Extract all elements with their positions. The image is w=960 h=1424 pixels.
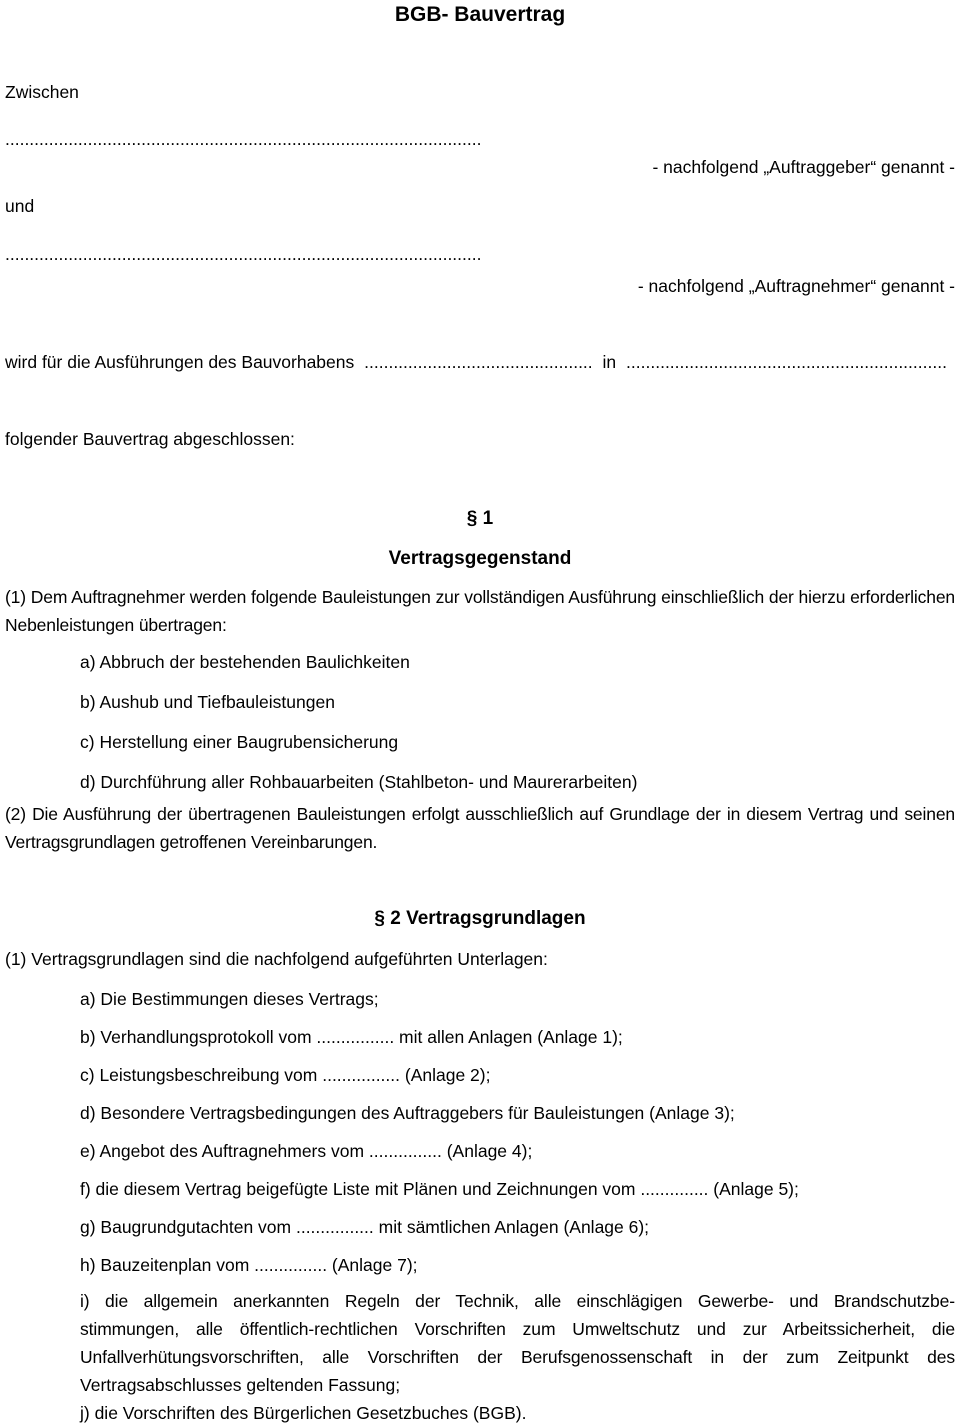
section-2-item-j: j) die Vorschriften des Bürgerlichen Gesetzbuches (BGB). [80,1403,527,1423]
project-line-text: wird für die Ausführungen des Bauvorhabens [5,352,355,372]
project-location-blank: .................................................................. [626,352,947,372]
section-2-item-c: c) Leistungsbeschreibung vom ................ (Anlage 2); [80,1065,491,1085]
section-1-heading: Vertragsgegenstand [388,548,572,569]
client-blank-line [5,125,955,153]
contract-title: BGB- Bauvertrag [394,3,566,26]
contractor-blank-line [5,240,955,268]
item-i-line-4: Vertragsabschlusses geltenden Fassung; [80,1375,401,1395]
section-2-item-a: a) Die Bestimmungen dieses Vertrags; [80,989,379,1009]
section-2-item-g: g) Baugrundgutachten vom ................ mit sämtlichen Anlagen (Anlage 6); [80,1217,650,1237]
section-1-item-b: b) Aushub und Tiefbauleistungen [80,692,335,712]
section-1-number: § 1 [466,508,494,529]
section-1-paragraph-1: (1) Dem Auftragnehmer werden folgende Bauleistungen zur vollständigen Ausführung einschließlich der hierzu erforderlichen Nebenleistungen übertragen: [5,587,955,635]
item-i-line-3: Unfallverhütungsvorschriften, alle Vorschriften der Berufsgenossenschaft in der zum Zeitpunkt des [80,1347,955,1367]
and-connector: und [5,196,35,216]
section-2-item-e: e) Angebot des Auftragnehmers vom ............... (Anlage 4); [80,1141,533,1161]
client-designation: - nachfolgend „Auftraggeber“ genannt - [652,157,955,177]
section-2-heading: § 2 Vertragsgrundlagen [374,908,586,929]
item-i-line-1: i) die allgemein anerkannten Regeln der Technik, alle einschlägigen Gewerbe- und Brandschutzbe- [80,1291,955,1311]
section-2-item-d: d) Besondere Vertragsbedingungen des Auftraggebers für Bauleistungen (Anlage 3); [80,1103,735,1123]
contract-conclusion-line: folgender Bauvertrag abgeschlossen: [5,429,295,449]
section-1-item-c: c) Herstellung einer Baugrubensicherung [80,732,399,752]
party-intro-between: Zwischen [5,82,79,102]
section-1-item-a: a) Abbruch der bestehenden Baulichkeiten [80,652,410,672]
item-i-line-2: stimmungen, alle öffentlich-rechtlichen Vorschriften zum Umweltschutz und zur Arbeitssicherheit, die [80,1319,955,1339]
project-in-label: in [602,352,617,372]
client-name-blank: .................................................................................................. [5,129,482,149]
section-2-item-f: f) die diesem Vertrag beigefügte Liste mit Plänen und Zeichnungen vom .............. (Anlage 5); [80,1179,799,1199]
project-line [5,348,955,376]
section-2-item-i [80,1287,955,1399]
section-2-paragraph-1: (1) Vertragsgrundlagen sind die nachfolgend aufgeführten Unterlagen: [5,949,548,969]
project-name-blank: ............................................... [364,352,593,372]
section-2-item-h: h) Bauzeitenplan vom ............... (Anlage 7); [80,1255,418,1275]
contractor-designation: - nachfolgend „Auftragnehmer“ genannt - [637,276,955,296]
section-2-item-b: b) Verhandlungsprotokoll vom ................ mit allen Anlagen (Anlage 1); [80,1027,623,1047]
contractor-name-blank: .................................................................................................. [5,244,482,264]
section-1-item-d: d) Durchführung aller Rohbauarbeiten (Stahlbeton- und Maurerarbeiten) [80,772,638,792]
section-1-paragraph-2: (2) Die Ausführung der übertragenen Bauleistungen erfolgt ausschließlich auf Grundlage der in diesem Vertrag und seinen Vertragsgrundlagen getroffenen Vereinbarungen. [5,804,955,852]
